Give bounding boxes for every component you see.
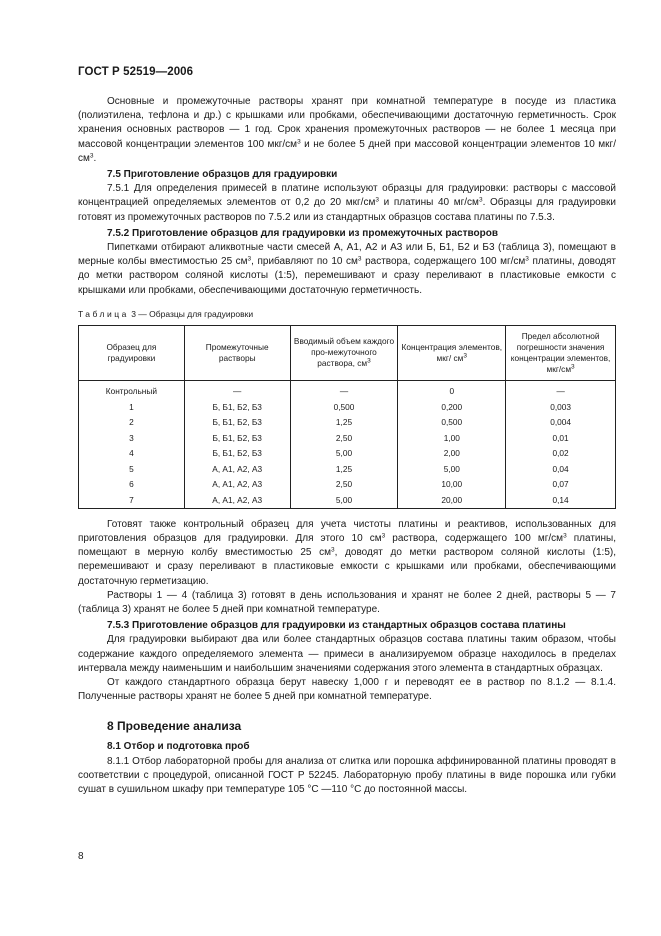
page-number: 8 <box>78 851 84 862</box>
table-cell: 1,25 <box>290 415 398 431</box>
table-cell: 0,200 <box>398 399 506 415</box>
col-header-volume: Вводимый объем каждого про-межуточного раствора, $см^3$ <box>290 325 398 380</box>
paragraph-storage-intro: Основные и промежуточные растворы хранят при комнатной температуре в посуде из пластика (полиэтилена, тефлона и др.) с крышками или пробками, обеспечивающими достаточную герметичность. Срок хранения основных растворов — 1 год. Срок хранения промежуточных растворов — не более 1 месяца при массовой концентрации элементов 100 мкг/$см^3$ и не более 5 дней при массовой концентрации элементов 10 мкг/$см^3$. <box>78 96 616 164</box>
table-cell: 7 <box>79 492 185 508</box>
table-row <box>79 399 616 415</box>
paragraph-7-5-3-a: Для градуировки выбирают два или более стандартных образцов состава платины таким образом, чтобы содержание каждого определяемого элемента — примеси в анализируемом образце находилось в пределах интервала между наименьшим и наибольшим значениями содержания этого элемента в стандартных образцах. <box>78 634 616 674</box>
table-cell: 5,00 <box>290 492 398 508</box>
table-row <box>79 415 616 431</box>
heading-7-5-3: 7.5.3 Приготовление образцов для градуировки из стандартных образцов состава платины <box>107 620 566 632</box>
table-cell: 0,07 <box>506 477 616 493</box>
table-cell: — <box>290 380 398 399</box>
heading-section-8: 8 Проведение анализа <box>107 719 242 734</box>
paragraph-7-5-3-b: От каждого стандартного образца берут навеску 1,000 г и переводят ее в раствор по 8.1.2 — 8.1.4. Полученные растворы хранят не более 5 дней при комнатной температуре. <box>78 677 616 703</box>
table-cell: Б, Б1, Б2, Б3 <box>184 399 290 415</box>
table-cell: 2,50 <box>290 430 398 446</box>
table-cell: Контрольный <box>79 380 185 399</box>
paragraph-7-5-1: 7.5.1 Для определения примесей в платине используют образцы для градуировки: растворы с массовой концентрацией определяемых элементов от 0,2 до 20 мкг/$см^3$ и платины 40 $мг/см^3$. Образцы для градуировки готовят из промежуточных растворов по 7.5.2 или из стандартных образцов состава платины по 7.5.3. <box>78 183 616 223</box>
table-cell: 0,004 <box>506 415 616 431</box>
paragraph-control-sample: Готовят также контрольный образец для учета чистоты платины и реактивов, использованных для приготовления образцов для градуировки. Для этого 10 $см^3$ раствора, содержащего 100 $мг/см^3$ платины, помещают в мерную колбу вместимостью 25 $см^3$, доводят до метки раствором соляной кислоты (1:5), перемешивают и сразу переливают в пластиковые емкости с крышками или пробками, обеспечивающими достаточную герметизацию. <box>78 518 617 587</box>
table-cell: Б, Б1, Б2, Б3 <box>184 446 290 462</box>
table-cell: 20,00 <box>398 492 506 508</box>
table-cell: А, А1, А2, А3 <box>184 461 290 477</box>
table-cell: 5,00 <box>398 461 506 477</box>
table-cell: — <box>184 380 290 399</box>
table-cell: 10,00 <box>398 477 506 493</box>
table-row <box>79 380 616 399</box>
table-cell: 0 <box>398 380 506 399</box>
table-cell: А, А1, А2, А3 <box>184 492 290 508</box>
paragraph-7-5-2: Пипетками отбирают аликвотные части смесей А, А1, А2 и А3 или Б, Б1, Б2 и Б3 (таблица 3), помещают в мерные колбы вместимостью 25 $см^3$, прибавляют по 10 $см^3$ раствора, содержащего 100 $мг/см^3$ платины, доводят до метки раствором соляной кислоты (1:5), перемешивают и сразу переливают в пластиковые емкости с крышками или пробками, обеспечивающими достаточную герметичность. <box>78 242 617 296</box>
heading-8-1: 8.1 Отбор и подготовка проб <box>107 741 250 753</box>
table-row <box>79 492 616 508</box>
table-caption <box>78 309 616 320</box>
paragraph-8-1-1: 8.1.1 Отбор лабораторной пробы для анализа от слитка или порошка аффинированной платины проводят в соответствии с процедурой, описанной ГОСТ Р 52245. Лабораторную пробу платины в виде порошка или губки сушат в сушильном шкафу при температуре 105 °С —110 °С до постоянной массы. <box>78 755 616 796</box>
heading-7-5: 7.5 Приготовление образцов для градуировки <box>107 169 338 181</box>
table-cell: 6 <box>79 477 185 493</box>
table-cell: 3 <box>79 430 185 446</box>
heading-7-5-2: 7.5.2 Приготовление образцов для градуировки из промежуточных растворов <box>107 227 498 239</box>
table-body <box>79 380 616 508</box>
col-header-solutions: Промежуточные растворы <box>184 325 290 380</box>
table-cell: 5,00 <box>290 446 398 462</box>
table-cell: А, А1, А2, А3 <box>184 477 290 493</box>
table-cell: 2,00 <box>398 446 506 462</box>
table-cell: 0,14 <box>506 492 616 508</box>
col-header-sample: Образец для градуировки <box>79 325 185 380</box>
table-cell: 2,50 <box>290 477 398 493</box>
table-caption-text: 3 — Образцы для градуировки <box>131 308 254 319</box>
page-content <box>78 95 616 797</box>
calibration-table <box>78 325 616 509</box>
table-row <box>79 446 616 462</box>
table-cell: Б, Б1, Б2, Б3 <box>184 415 290 431</box>
table-cell: 1,00 <box>398 430 506 446</box>
table-cell: 0,500 <box>398 415 506 431</box>
paragraph-storage-solutions: Растворы 1 — 4 (таблица 3) готовят в день использования и хранят не более 2 дней, растворы 5 — 7 (таблица 3) хранят не более 5 дней при комнатной температуре. <box>78 589 616 616</box>
table-row <box>79 430 616 446</box>
table-caption-label: Таблица <box>78 308 129 319</box>
table-cell: — <box>506 380 616 399</box>
table-cell: 5 <box>79 461 185 477</box>
table-cell: 4 <box>79 446 185 462</box>
table-cell: 0,04 <box>506 461 616 477</box>
table-cell: 0,01 <box>506 430 616 446</box>
table-row <box>79 477 616 493</box>
table-cell: Б, Б1, Б2, Б3 <box>184 430 290 446</box>
table-cell: 0,003 <box>506 399 616 415</box>
table-row <box>79 461 616 477</box>
col-header-error-limit: Предел абсолютной погрешности значения концентрации элементов, мкг/$см^3$ <box>506 325 616 380</box>
col-header-concentration: Концентрация элементов, мкг/ $см^3$ <box>398 325 506 380</box>
standard-header: ГОСТ Р 52519—2006 <box>78 66 194 78</box>
table-cell: 1 <box>79 399 185 415</box>
table-cell: 0,02 <box>506 446 616 462</box>
table-cell: 0,500 <box>290 399 398 415</box>
table-cell: 1,25 <box>290 461 398 477</box>
table-header-row <box>79 325 616 380</box>
table-cell: 2 <box>79 415 185 431</box>
